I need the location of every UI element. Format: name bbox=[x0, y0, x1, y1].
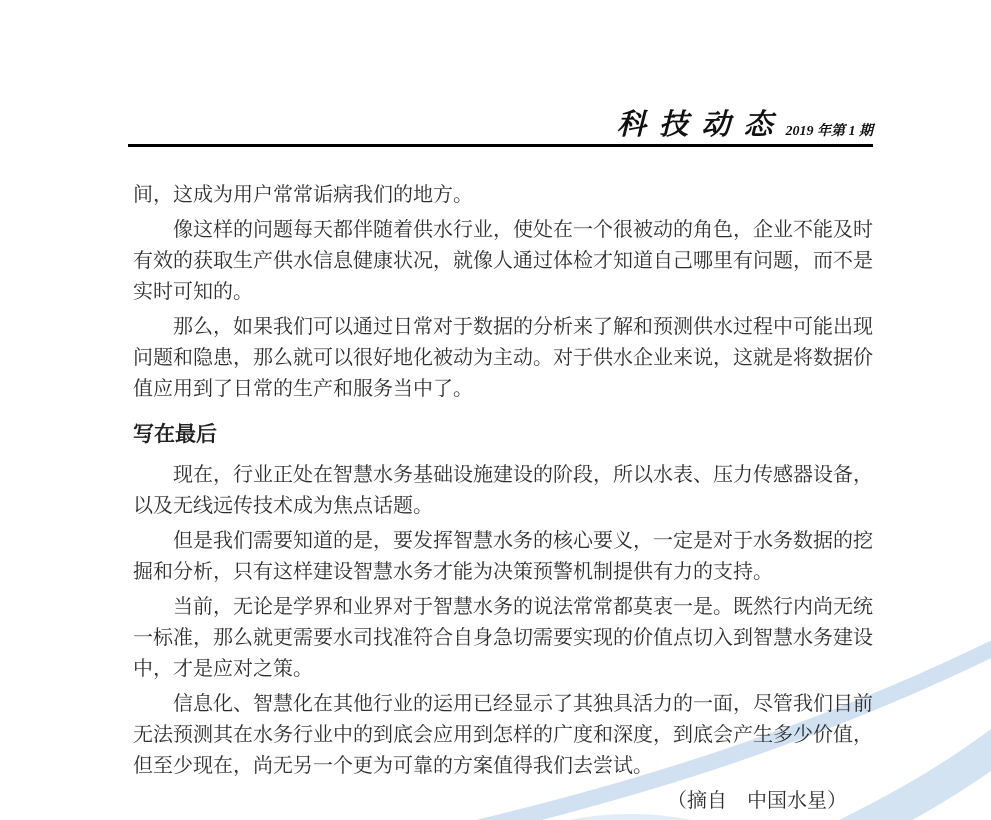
paragraph bbox=[133, 689, 873, 782]
section-heading: 写在最后 bbox=[133, 422, 217, 446]
article-body bbox=[133, 176, 873, 817]
issue-label: 2019 年第 1 期 bbox=[785, 124, 873, 139]
text-line: 以及无线远传技术成为焦点话题。 bbox=[133, 495, 433, 517]
text-line: 信息化、智慧化在其他行业的运用已经显示了其独具活力的一面，尽管我们目前 bbox=[173, 693, 873, 715]
text-line: 但至少现在，尚无另一个更为可靠的方案值得我们去尝试。 bbox=[133, 755, 653, 777]
header-rule bbox=[128, 144, 873, 147]
journal-title: 科 技 动 态 bbox=[616, 109, 776, 141]
paragraph bbox=[133, 312, 873, 405]
paragraph bbox=[133, 215, 873, 308]
source-attribution: （摘自 中国水星） bbox=[667, 790, 847, 812]
text-line: 像这样的问题每天都伴随着供水行业，使处在一个很被动的角色，企业不能及时 bbox=[173, 219, 873, 241]
text-line: 实时可知的。 bbox=[133, 281, 253, 303]
paragraph bbox=[133, 592, 873, 685]
paragraph bbox=[133, 180, 873, 211]
text-line: 值应用到了日常的生产和服务当中了。 bbox=[133, 378, 473, 400]
text-line: 现在，行业正处在智慧水务基础设施建设的阶段，所以水表、压力传感器设备， bbox=[173, 464, 873, 486]
page-header bbox=[128, 100, 873, 140]
text-line: 问题和隐患，那么就可以很好地化被动为主动。对于供水企业来说，这就是将数据价 bbox=[133, 347, 873, 369]
text-line: 当前，无论是学界和业界对于智慧水务的说法常常都莫衷一是。既然行内尚无统 bbox=[173, 596, 873, 618]
text-line: 但是我们需要知道的是，要发挥智慧水务的核心要义，一定是对于水务数据的挖 bbox=[173, 530, 873, 552]
text-line: 中，才是应对之策。 bbox=[133, 658, 313, 680]
paragraph bbox=[133, 526, 873, 588]
text-line: 有效的获取生产供水信息健康状况，就像人通过体检才知道自己哪里有问题，而不是 bbox=[133, 250, 873, 272]
paragraph bbox=[133, 460, 873, 522]
text-line: 一标准，那么就更需要水司找准符合自身急切需要实现的价值点切入到智慧水务建设 bbox=[133, 627, 873, 649]
text-line: 掘和分析，只有这样建设智慧水务才能为决策预警机制提供有力的支持。 bbox=[133, 561, 773, 583]
text-line: 那么，如果我们可以通过日常对于数据的分析来了解和预测供水过程中可能出现 bbox=[173, 316, 873, 338]
text-line: 间，这成为用户常常诟病我们的地方。 bbox=[133, 184, 473, 206]
text-line: 无法预测其在水务行业中的到底会应用到怎样的广度和深度，到底会产生多少价值， bbox=[133, 724, 873, 746]
